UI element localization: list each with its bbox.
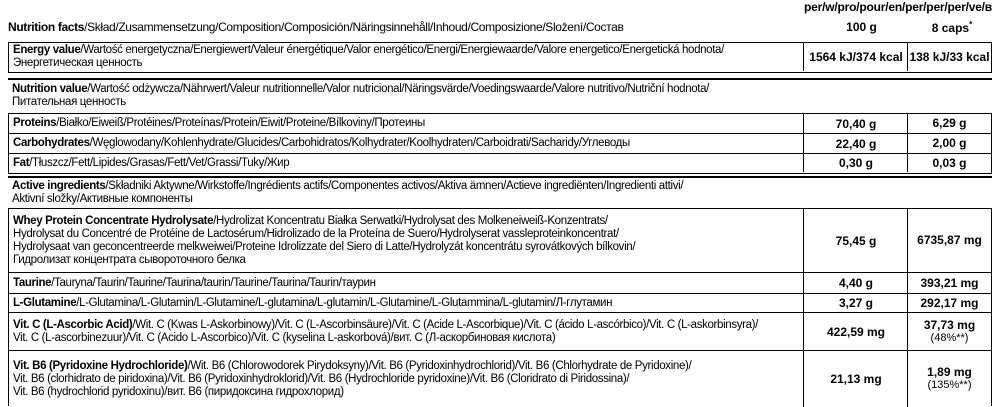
energy-block [8,42,992,73]
fat-label: Fat/Tłuszcz/Fett/Lipides/Grasas/Fett/Vet/Grassi/Tuky/Жир [13,156,290,169]
fat-value-8caps: 0,03 g [907,154,991,172]
column-header-100g: 100 g [846,20,877,34]
vitamin-c-value-100g: 422,59 mg [803,313,908,350]
energy-value-8caps: 138 kJ/33 kcal [907,43,991,71]
per-languages-line: per/w/pro/pour/en/per/per/per/ve/в [804,0,992,14]
carbohydrates-label: Carbohydrates/Węglowodany/Kohlenhydrate/Glucides/Carbohidratos/Kolhydrater/Koolhydraten/Carboidrati/Sacharidy/Углеводы [13,137,630,149]
table-row [9,312,991,350]
vitamin-b6-value-100g: 21,13 mg [803,351,908,407]
table-row [9,272,991,293]
title-translations: /Skład/Zusammensetzung/Composition/Composición/Näringsinnehåll/Inhoud/Composizione/Složení/Состав [84,20,624,34]
title-bold: Nutrition facts [8,20,85,34]
proteins-value-100g: 70,40 g [803,114,908,133]
proteins-value-8caps: 6,29 g [907,114,991,133]
vitamin-b6-rda-percent: (135%**) [927,379,972,391]
fat-value-100g: 0,30 g [803,154,908,172]
taurine-label: Taurine/Tauryna/Taurin/Taurine/Taurina/taurin/Taurine/Taurina/Taurin/таурин [13,276,376,289]
table-row [9,153,991,172]
macros-block [8,113,992,174]
carbohydrates-value-100g: 22,40 g [803,134,908,153]
table-row [9,350,991,407]
whey-protein-label: Whey Protein Concentrate Hydrolysate/Hydrolizat Koncentratu Białka Serwatki/Hydrolysat des Molkeneiweiß-Konzentrats/ Hydrolysat du Concentré de Protéine de Lactosérum/Hidrolizado de la Proteína de Suero/Hydrolyserat vassleproteinkoncentrat/ Hydrolysaat van geconcentreerde melkweiwei/Proteine Idrolizzate del Siero di Latte/Hydrolyzát koncentrátu syrovátkových bílkovin/ Гидролизат концентрата сывороточного белка [13,214,636,266]
whey-value-8caps: 6735,87 mg [907,209,991,272]
active-divider [8,176,992,178]
nutrition-divider [8,78,992,80]
carbohydrates-value-8caps: 2,00 g [907,134,991,153]
table-title [8,20,624,34]
vitamin-c-label: Vit. C (L-Ascorbic Acid)/Wit. C (Kwas L-Askorbinowy)/Vit. C (L-Ascorbinsäure)/Vit. C (Acide L-Ascorbique)/Vit. C (ácido L-ascórbico)/Vit. C (L-askorbinsyra)/ Vit. C (L-ascorbinezuur)/Vit. C (Acido L-Ascorbico)/Vit. C (kyselina L-askorbová)/вит. C (Л-аскорбиновая кислота) [13,318,758,344]
taurine-value-8caps: 393,21 mg [907,273,991,293]
column-header-8-caps: 8 caps* [931,20,973,35]
glutamine-value-8caps: 292,17 mg [907,294,991,312]
vitamin-b6-value-8caps: 1,89 mg (135%**) [907,351,991,407]
energy-row [9,43,991,71]
table-row [9,114,991,133]
table-row [9,293,991,312]
proteins-label: Proteins/Białko/Eiweiß/Protéines/Proteínas/Protein/Eiwit/Proteine/Bílkoviny/Протеины [13,117,425,129]
active-section-label: Active ingredients/Składniki Aktywne/Wirkstoffe/Ingrédients actifs/Componentes activos/Aktiva ämnen/Actieve ingrediënten/Ingredienti attivi/ Aktivní složky/Активные компоненты [12,180,684,205]
table-header [8,20,992,38]
vitamin-c-value-8caps: 37,73 mg (48%**) [907,313,991,350]
taurine-value-100g: 4,40 g [803,273,908,293]
glutamine-value-100g: 3,27 g [803,294,908,312]
glutamine-label: L-Glutamine/L-Glutamina/L-Glutamin/L-Glutamine/L-glutamina/L-glutamin/L-Glutamine/L-Glutammina/L-glutamin/Л-глутамин [13,296,613,309]
whey-value-100g: 75,45 g [803,209,908,272]
nutrition-section-label: Nutrition value/Wartość odżywcza/Nährwert/Valeur nutritionnelle/Valor nutricional/Näringsvärde/Voedingswaarde/Valore nutritivo/Nutriční hodnota/ Питательная ценность [12,83,710,108]
vitamin-b6-label: Vit. B6 (Pyridoxine Hydrochloride)/Wit. B6 (Chlorowodorek Pirydoksyny)/Vit. B6 (Pyridoxinhydrochlorid)/Vit. B6 (Chlorhydrate de Pyridoxine)/ Vit. B6 (clorhidrato de piridoxina)/Vit. B6 (Pyridoxinhydroklorid)/Vit. B6 (Hydrochloride pyridoxine)/Vit. B6 (Cloridrato di Piridossina)/ Vit. B6 (hydrochlorid pyridoxinu)/вит. B6 (пиридоксина гидрохлорид) [13,359,692,398]
energy-value-100g: 1564 kJ/374 kcal [803,43,908,71]
table-row [9,209,991,272]
energy-label: Energy value/Wartość energetyczna/Energiewert/Valeur énergétique/Valor energético/Energi/Energiewaarde/Valore energetico/Energetická hodnota/ Энергетическая ценность [13,44,724,69]
active-ingredients-block [8,208,992,406]
table-row [9,133,991,153]
vitamin-c-rda-percent: (48%**) [930,331,969,344]
